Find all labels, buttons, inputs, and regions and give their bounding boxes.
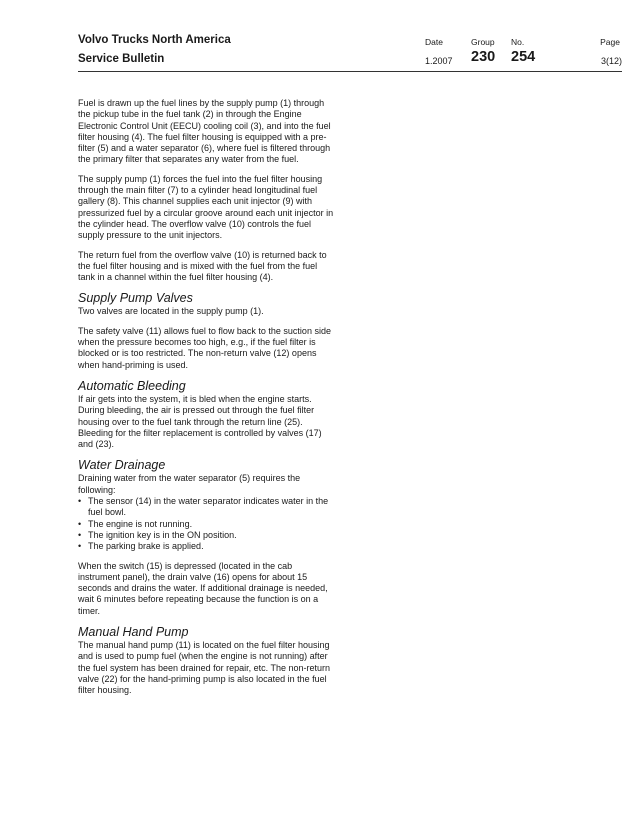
paragraph-bleeding: If air gets into the system, it is bled when the engine starts. During bleeding, the air is pressed out through the fuel filter housing over to the fuel tank through the return line (25). Bleeding for the filter replacement is controlled by valves (17) and (23). (78, 393, 322, 450)
bullet-icon: • (78, 529, 82, 540)
heading-manual-hand-pump: Manual Hand Pump (78, 624, 189, 639)
document-type: Service Bulletin (78, 53, 165, 65)
header-divider (78, 71, 622, 72)
paragraph-drain-switch: When the switch (15) is depressed (located in the cab instrument panel), the drain valve (16) opens for about 15 seconds and drains the water. If additional drainage is needed, wait 6 minutes before repeating because the function is on a timer. (78, 560, 328, 616)
bullet-icon: • (78, 496, 82, 507)
paragraph-safety-valve: The safety valve (11) allows fuel to flow back to the suction side when the pressure becomes too high, e.g., if the fuel filter is blocked or is too restricted. The non-return valve (12) opens when hand-priming is used. (78, 325, 331, 370)
paragraph-drain-requirements: Draining water from the water separator (5) requires the following: (78, 473, 301, 495)
page-value: 3(12) (600, 56, 622, 66)
heading-supply-pump-valves: Supply Pump Valves (78, 291, 193, 306)
paragraph-return-fuel: The return fuel from the overflow valve (10) is returned back to the fuel filter housing and is mixed with the fuel from the fuel tank in a channel within the fuel filter housing (4). (78, 249, 327, 283)
date-label: Date (425, 37, 443, 47)
paragraph-two-valves: Two valves are located in the supply pump (1). (78, 306, 264, 317)
list-item: • The sensor (14) in the water separator indicates water in the fuel bowl. (78, 496, 329, 518)
date-value: 1.2007 (425, 56, 453, 66)
paragraph-hand-pump: The manual hand pump (11) is located on the fuel filter housing and is used to pump fuel (when the engine is not running) after the fuel system has been drained for repair, etc. The non-return valve (22) for the hand-priming pump is also located in the fuel filter housing. (78, 639, 330, 696)
list-item: • The ignition key is in the ON position. (78, 529, 237, 540)
heading-water-drainage: Water Drainage (78, 458, 166, 473)
group-value: 230 (471, 49, 496, 65)
paragraph-supply-pump: The supply pump (1) forces the fuel into the fuel filter housing through the main filter (7) to a cylinder head longitudinal fuel gallery (8). This channel supplies each unit injector (9) with pressurized fuel by a circular groove around each unit injector in the cylinder head. The overflow valve (10) controls the fuel supply pressure to the unit injectors. (78, 173, 334, 241)
requirements-list (78, 496, 336, 552)
paragraph-fuel-path: Fuel is drawn up the fuel lines by the supply pump (1) through the pickup tube in the fuel tank (2) in through the Engine Electronic Control Unit (EECU) cooling coil (3), and into the fuel filter housing (4). The fuel filter housing is equipped with a pre-filter (5) and a water separator (6), where fuel is filtered through the primary filter that separates any water from the fuel. (78, 98, 331, 165)
bullet-icon: • (78, 518, 82, 529)
list-item: • The engine is not running. (78, 518, 193, 529)
bullet-icon: • (78, 541, 82, 552)
list-item: • The parking brake is applied. (78, 541, 204, 552)
organization-name: Volvo Trucks North America (78, 34, 231, 46)
number-label: No. (511, 37, 525, 47)
number-value: 254 (511, 49, 536, 65)
heading-automatic-bleeding: Automatic Bleeding (78, 378, 186, 393)
body-column (78, 98, 336, 704)
group-label: Group (471, 37, 495, 47)
page-label: Page (600, 37, 620, 47)
